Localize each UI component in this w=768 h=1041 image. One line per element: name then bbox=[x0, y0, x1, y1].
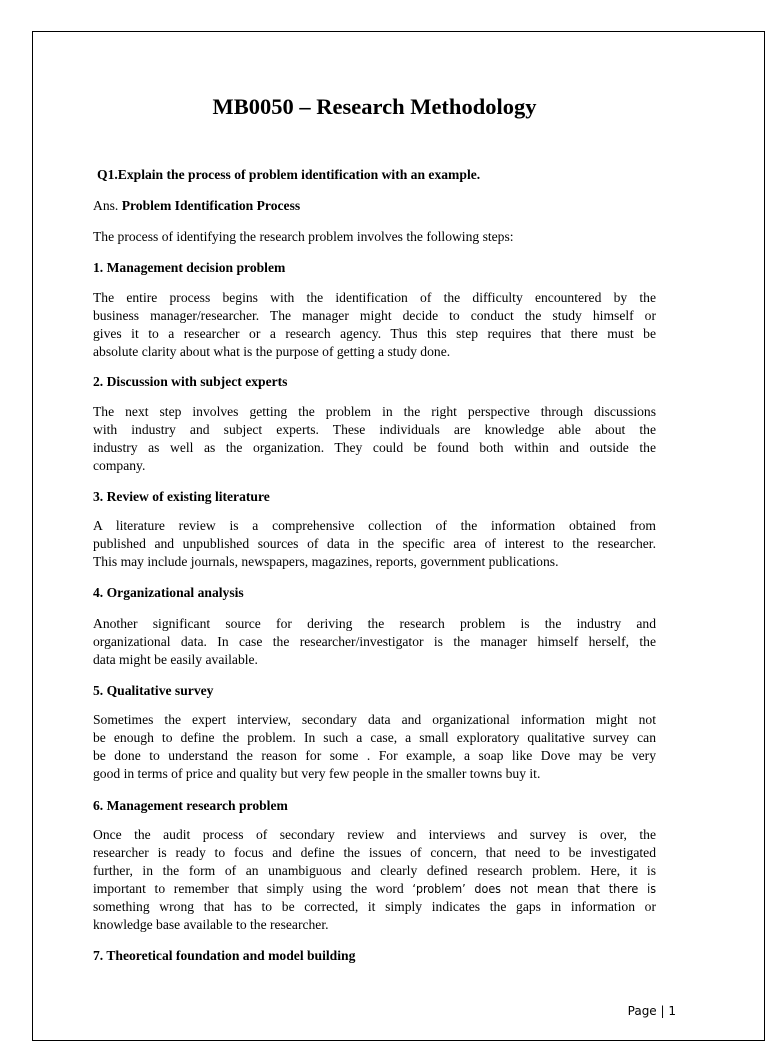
step-paragraph-6 bbox=[93, 826, 656, 934]
quoted-fragment: ‘problem’ does not mean that there is bbox=[412, 881, 656, 896]
question-text: Q1.Explain the process of problem identification with an example. bbox=[97, 167, 481, 182]
paragraph-line: good in terms of price and quality but very few people in the smaller towns buy it. bbox=[93, 766, 541, 781]
paragraph-line: The entire process begins with the identification of the difficulty encountered by the bbox=[93, 290, 656, 305]
step-heading-4: 4. Organizational analysis bbox=[93, 585, 244, 600]
step-paragraph-1 bbox=[93, 289, 656, 361]
document-title: MB0050 – Research Methodology bbox=[212, 94, 537, 119]
answer-heading-line bbox=[93, 197, 300, 215]
paragraph-line: data might be easily available. bbox=[93, 652, 258, 667]
paragraph-line-mixed bbox=[93, 880, 656, 898]
paragraph-line: with industry and subject experts. These individuals are knowledge able about the bbox=[93, 422, 656, 437]
step-heading-5: 5. Qualitative survey bbox=[93, 683, 214, 698]
paragraph-line: be done to understand the reason for some . For example, a soap like Dove may be very bbox=[93, 748, 656, 763]
paragraph-line: Sometimes the expert interview, secondary data and organizational information might not bbox=[93, 712, 656, 727]
paragraph-line: organizational data. In case the researcher/investigator is the manager himself herself, the bbox=[93, 634, 656, 649]
paragraph-line: industry as well as the organization. They could be found both within and outside the bbox=[93, 440, 656, 455]
paragraph-line: knowledge base available to the researcher. bbox=[93, 917, 329, 932]
step-paragraph-3 bbox=[93, 517, 656, 571]
intro-text: The process of identifying the research problem involves the following steps: bbox=[93, 229, 514, 244]
step-heading-3: 3. Review of existing literature bbox=[93, 489, 270, 504]
paragraph-line: researcher is ready to focus and define the issues of concern, that need to be investigated bbox=[93, 845, 656, 860]
paragraph-line: A literature review is a comprehensive collection of the information obtained from bbox=[93, 518, 656, 533]
paragraph-line: absolute clarity about what is the purpose of getting a study done. bbox=[93, 344, 451, 359]
paragraph-line: something wrong that has to be corrected, it simply indicates the gaps in information or bbox=[93, 899, 656, 914]
paragraph-line: company. bbox=[93, 458, 146, 473]
paragraph-fragment: important to remember that simply using the word bbox=[93, 881, 413, 896]
answer-heading: Problem Identification Process bbox=[121, 198, 301, 213]
step-paragraph-4 bbox=[93, 615, 656, 669]
paragraph-line: Once the audit process of secondary review and interviews and survey is over, the bbox=[93, 827, 656, 842]
step-heading-2: 2. Discussion with subject experts bbox=[93, 374, 288, 389]
step-paragraph-2 bbox=[93, 403, 656, 475]
paragraph-line: business manager/researcher. The manager might decide to conduct the study himself or bbox=[93, 308, 656, 323]
step-heading-1: 1. Management decision problem bbox=[93, 260, 286, 275]
step-heading-7: 7. Theoretical foundation and model building bbox=[93, 948, 356, 963]
answer-prefix: Ans. bbox=[93, 198, 122, 213]
step-paragraph-5 bbox=[93, 711, 656, 783]
paragraph-line: Another significant source for deriving the research problem is the industry and bbox=[93, 616, 656, 631]
paragraph-line: be enough to define the problem. In such a case, a small exploratory qualitative survey can bbox=[93, 730, 656, 745]
step-heading-6: 6. Management research problem bbox=[93, 798, 288, 813]
paragraph-line: published and unpublished sources of data in the specific area of interest to the researcher. bbox=[93, 536, 656, 551]
paragraph-line: gives it to a researcher or a research agency. Thus this step requires that there must be bbox=[93, 326, 656, 341]
paragraph-line: further, in the form of an unambiguous and clearly defined research problem. Here, it is bbox=[93, 863, 656, 878]
paragraph-line: The next step involves getting the problem in the right perspective through discussions bbox=[93, 404, 656, 419]
paragraph-line: This may include journals, newspapers, magazines, reports, government publications. bbox=[93, 554, 559, 569]
page-number: Page | 1 bbox=[627, 1004, 676, 1018]
